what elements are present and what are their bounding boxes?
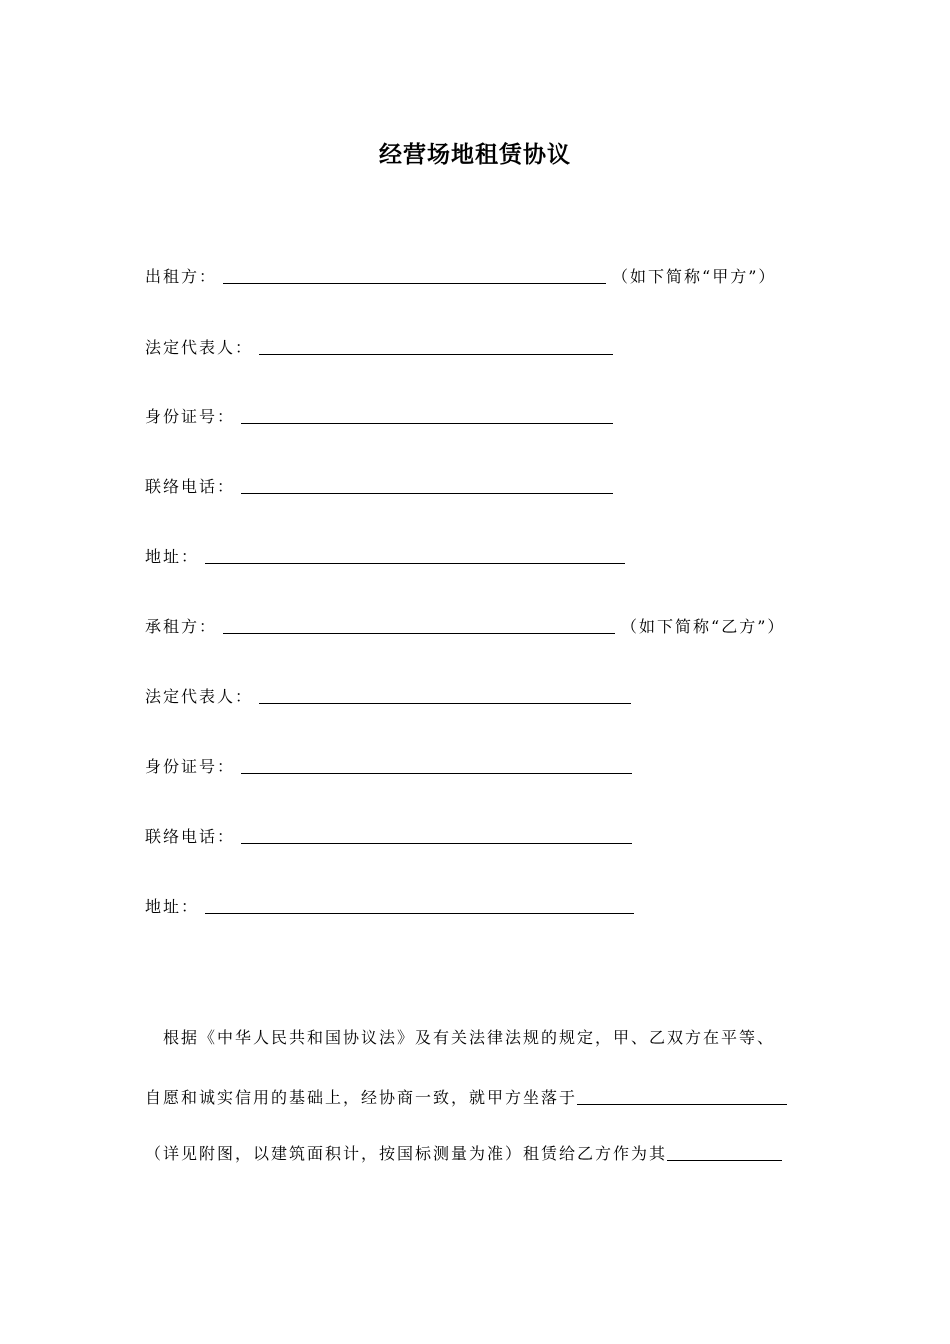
location-blank[interactable] xyxy=(577,1088,787,1105)
lessor-id-row xyxy=(145,403,613,427)
lessee-party-row xyxy=(145,613,785,637)
lessee-phone-label: 联络电话： xyxy=(145,827,236,846)
lessor-party-suffix: （如下简称“甲方”） xyxy=(612,267,777,286)
lessee-party-suffix: （如下简称“乙方”） xyxy=(621,617,786,636)
lessor-phone-row xyxy=(145,473,613,497)
lessor-phone-blank[interactable] xyxy=(241,477,613,494)
lessee-id-blank[interactable] xyxy=(241,757,632,774)
lessor-rep-label: 法定代表人： xyxy=(145,338,254,357)
lessor-address-label: 地址： xyxy=(145,547,200,566)
lessee-rep-label: 法定代表人： xyxy=(145,687,254,706)
lessor-party-blank[interactable] xyxy=(223,267,606,284)
lessor-id-label: 身份证号： xyxy=(145,407,236,426)
purpose-blank[interactable] xyxy=(667,1144,782,1161)
lessee-party-blank[interactable] xyxy=(223,617,615,634)
lessee-address-label: 地址： xyxy=(145,897,200,916)
lessor-address-row xyxy=(145,543,625,567)
body-line-3 xyxy=(145,1140,782,1164)
lessee-phone-blank[interactable] xyxy=(241,827,632,844)
lessor-rep-row xyxy=(145,334,613,358)
lessee-id-row xyxy=(145,753,632,777)
lessor-address-blank[interactable] xyxy=(205,547,625,564)
lessor-rep-blank[interactable] xyxy=(259,338,613,355)
lessor-phone-label: 联络电话： xyxy=(145,477,236,496)
body-line-3-text: （详见附图，以建筑面积计，按国标测量为准）租赁给乙方作为其 xyxy=(145,1144,668,1163)
lessor-party-row xyxy=(145,263,776,287)
lessee-address-blank[interactable] xyxy=(205,897,634,914)
body-line-1-text: 根据《中华人民共和国协议法》及有关法律法规的规定，甲、乙双方在平等、 xyxy=(145,1028,776,1047)
body-line-1 xyxy=(145,1024,775,1048)
lessee-id-label: 身份证号： xyxy=(145,757,236,776)
lessee-rep-blank[interactable] xyxy=(259,687,631,704)
lessee-address-row xyxy=(145,893,634,917)
document-title: 经营场地租赁协议 xyxy=(379,142,571,168)
lessee-party-label: 承租方： xyxy=(145,617,218,636)
lessee-rep-row xyxy=(145,683,631,707)
body-line-2 xyxy=(145,1084,787,1108)
body-line-2-text: 自愿和诚实信用的基础上，经协商一致，就甲方坐落于 xyxy=(145,1088,578,1107)
lessor-id-blank[interactable] xyxy=(241,407,613,424)
lessee-phone-row xyxy=(145,823,632,847)
lessor-party-label: 出租方： xyxy=(145,267,218,286)
